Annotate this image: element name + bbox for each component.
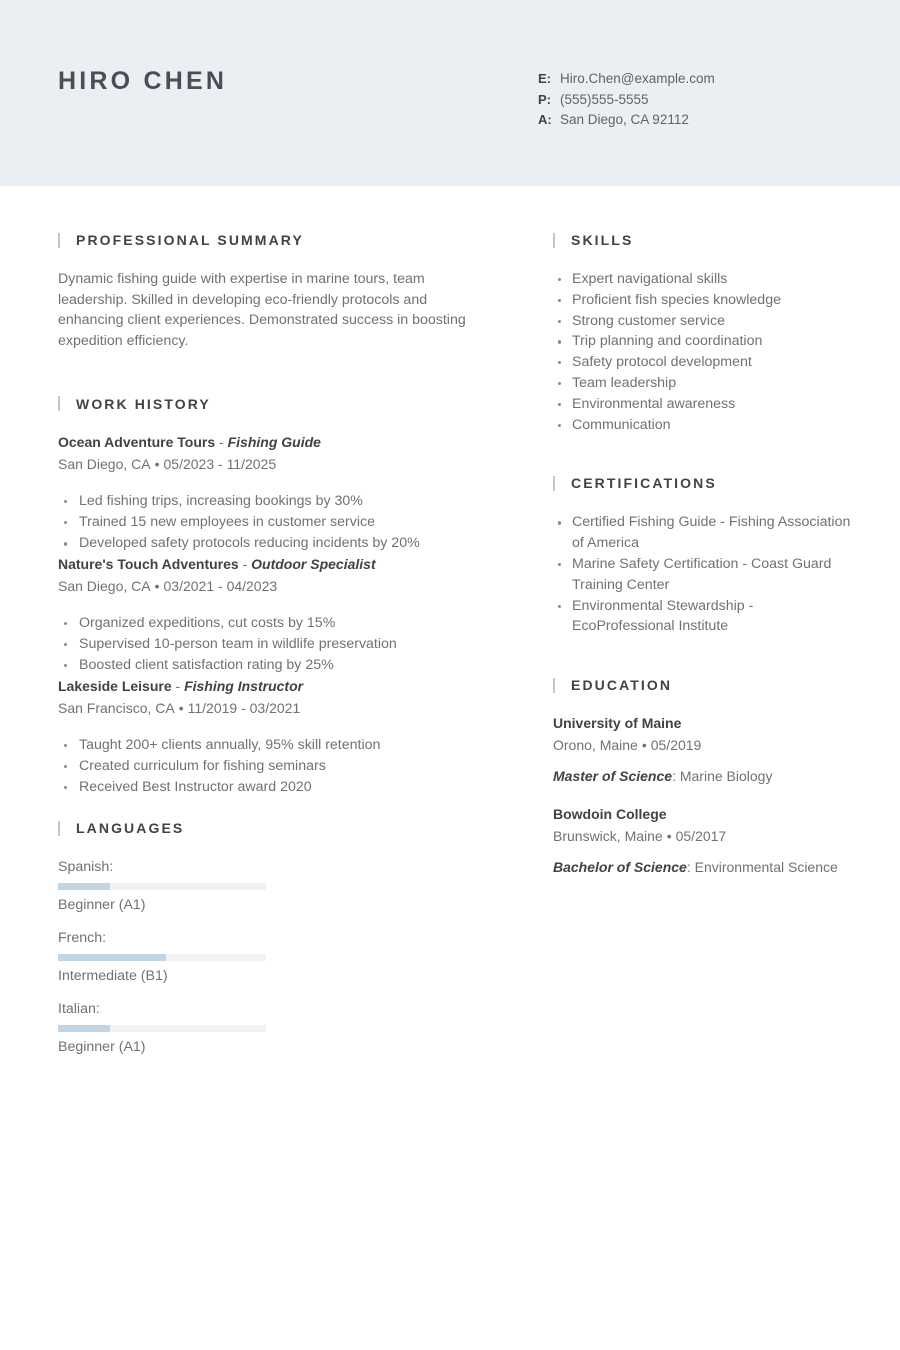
section-accent-bar-icon: [58, 233, 60, 248]
list-item: Environmental Stewardship - EcoProfessional Institute: [553, 596, 853, 638]
page-title: HIRO CHEN: [58, 67, 228, 95]
section-education: [553, 677, 853, 877]
left-column: [58, 232, 498, 1070]
address-value: San Diego, CA 92112: [560, 112, 689, 128]
education-degree: Master of Science: [553, 768, 673, 785]
education-field: : Marine Biology: [672, 768, 773, 785]
work-entry-title: [58, 555, 498, 574]
meta-separator: •: [154, 577, 160, 594]
work-entry: [58, 433, 498, 474]
address-label: A:: [538, 112, 552, 128]
work-role: Fishing Instructor: [184, 677, 304, 694]
work-entry-meta: [58, 698, 498, 718]
education-field: : Environmental Science: [686, 859, 838, 876]
phone-value[interactable]: (555)555-5555: [560, 91, 649, 107]
language-level: Beginner (A1): [58, 1039, 146, 1056]
list-item: Developed safety protocols reducing incidents by 20%: [58, 533, 498, 554]
section-heading: [553, 677, 853, 693]
language-proficiency-track: [58, 954, 266, 961]
education-degree: Bachelor of Science: [553, 859, 687, 876]
education-date: 05/2017: [675, 828, 727, 845]
work-location: San Diego, CA: [58, 455, 151, 472]
work-role: Outdoor Specialist: [251, 555, 376, 572]
section-work-history: [58, 396, 498, 798]
language-name: French:: [58, 930, 107, 947]
section-heading: [553, 475, 853, 491]
phone-label: P:: [538, 91, 551, 107]
work-bullet-list: [58, 735, 498, 798]
language-proficiency-track: [58, 883, 266, 890]
work-location: San Francisco, CA: [58, 699, 175, 716]
section-certifications: [553, 475, 853, 637]
work-entry-meta: [58, 576, 498, 596]
section-accent-bar-icon: [58, 396, 60, 411]
list-item: Organized expeditions, cut costs by 15%: [58, 613, 498, 634]
list-item: Team leadership: [553, 373, 853, 394]
email-label: E:: [538, 71, 551, 86]
section-professional-summary: [58, 232, 498, 352]
education-degree-line: [553, 857, 853, 877]
meta-separator: •: [178, 699, 184, 716]
section-title-certifications: CERTIFICATIONS: [571, 475, 717, 492]
language-grid: [58, 857, 498, 1070]
contact-block: [538, 69, 715, 131]
education-entry: [553, 714, 853, 786]
work-entry-title: [58, 433, 498, 452]
education-location: Orono, Maine: [553, 737, 638, 754]
contact-row-phone: [538, 90, 715, 111]
section-title-education: EDUCATION: [571, 677, 673, 694]
certifications-list: [553, 512, 853, 637]
section-heading: [58, 232, 498, 248]
education-meta: [553, 735, 853, 755]
language-name: Italian:: [58, 1001, 100, 1018]
education-date: 05/2019: [650, 737, 702, 754]
language-item-italian: [58, 999, 266, 1057]
work-company: Nature's Touch Adventures: [58, 555, 239, 572]
language-item-spanish: [58, 857, 266, 915]
list-item: Trained 15 new employees in customer service: [58, 512, 498, 533]
layout-spacer: [58, 798, 498, 820]
section-heading: [58, 820, 498, 836]
work-title-dash: -: [215, 433, 228, 450]
language-name: Spanish:: [58, 859, 114, 876]
contact-row-address: [538, 110, 715, 131]
language-proficiency-track: [58, 1025, 266, 1032]
list-item: Led fishing trips, increasing bookings by 30%: [58, 491, 498, 512]
list-item: Marine Safety Certification - Coast Guard Training Center: [553, 554, 853, 596]
work-entry: [58, 677, 498, 718]
list-item: Certified Fishing Guide - Fishing Association of America: [553, 512, 853, 554]
work-title-dash: -: [238, 555, 252, 572]
section-title-languages: LANGUAGES: [76, 820, 185, 837]
section-title-professional-summary: PROFESSIONAL SUMMARY: [76, 232, 304, 248]
work-entry: [58, 555, 498, 596]
section-accent-bar-icon: [553, 233, 555, 248]
work-location: San Diego, CA: [58, 577, 151, 594]
work-dates: 11/2019 - 03/2021: [187, 699, 301, 716]
meta-separator: •: [666, 828, 672, 845]
section-languages: [58, 820, 498, 1070]
section-heading: [58, 396, 498, 412]
work-company: Ocean Adventure Tours: [58, 433, 216, 450]
list-item: Created curriculum for fishing seminars: [58, 756, 498, 777]
work-entry-title: [58, 677, 498, 696]
work-bullet-list: [58, 491, 498, 554]
work-role: Fishing Guide: [227, 433, 321, 450]
list-item: Trip planning and coordination: [553, 331, 853, 352]
work-entry-meta: [58, 454, 498, 474]
work-title-dash: -: [171, 677, 185, 694]
language-proficiency-fill: [58, 954, 166, 961]
education-location: Brunswick, Maine: [553, 828, 663, 845]
language-item-french: [58, 928, 266, 986]
work-dates: 03/2021 - 04/2023: [163, 577, 278, 594]
section-heading: [553, 232, 853, 248]
list-item: Supervised 10-person team in wildlife preservation: [58, 634, 498, 655]
professional-summary-text: Dynamic fishing guide with expertise in marine tours, team leadership. Skilled in developing eco-friendly protocols and enhancing client experiences. Demonstrated success in boosting expedition efficiency.: [58, 271, 466, 350]
language-proficiency-fill: [58, 883, 110, 890]
education-school: Bowdoin College: [553, 806, 667, 823]
language-level: Intermediate (B1): [58, 968, 168, 985]
work-bullet-list: [58, 613, 498, 676]
section-accent-bar-icon: [553, 678, 555, 693]
skills-list: [553, 269, 853, 435]
list-item: Taught 200+ clients annually, 95% skill retention: [58, 735, 498, 756]
list-item: Expert navigational skills: [553, 269, 853, 290]
section-accent-bar-icon: [553, 476, 555, 491]
section-title-work-history: WORK HISTORY: [76, 395, 211, 412]
list-item: Safety protocol development: [553, 352, 853, 373]
section-accent-bar-icon: [58, 821, 60, 836]
meta-separator: •: [154, 455, 160, 472]
list-item: Communication: [553, 415, 853, 436]
list-item: Environmental awareness: [553, 394, 853, 415]
right-column: [553, 232, 853, 917]
list-item: Boosted client satisfaction rating by 25%: [58, 655, 498, 676]
work-company: Lakeside Leisure: [58, 677, 172, 694]
email-value[interactable]: Hiro.Chen@example.com: [560, 71, 715, 86]
meta-separator: •: [641, 737, 647, 754]
resume-header: [0, 0, 900, 186]
list-item: Proficient fish species knowledge: [553, 290, 853, 311]
language-proficiency-fill: [58, 1025, 110, 1032]
education-school: University of Maine: [553, 715, 682, 732]
contact-row-email: [538, 69, 715, 90]
education-degree-line: [553, 766, 853, 786]
section-title-skills: SKILLS: [571, 232, 634, 248]
section-skills: [553, 232, 853, 435]
language-level: Beginner (A1): [58, 897, 146, 914]
education-entry: [553, 805, 853, 877]
education-meta: [553, 826, 853, 846]
list-item: Received Best Instructor award 2020: [58, 777, 498, 798]
work-dates: 05/2023 - 11/2025: [163, 455, 277, 472]
list-item: Strong customer service: [553, 311, 853, 332]
